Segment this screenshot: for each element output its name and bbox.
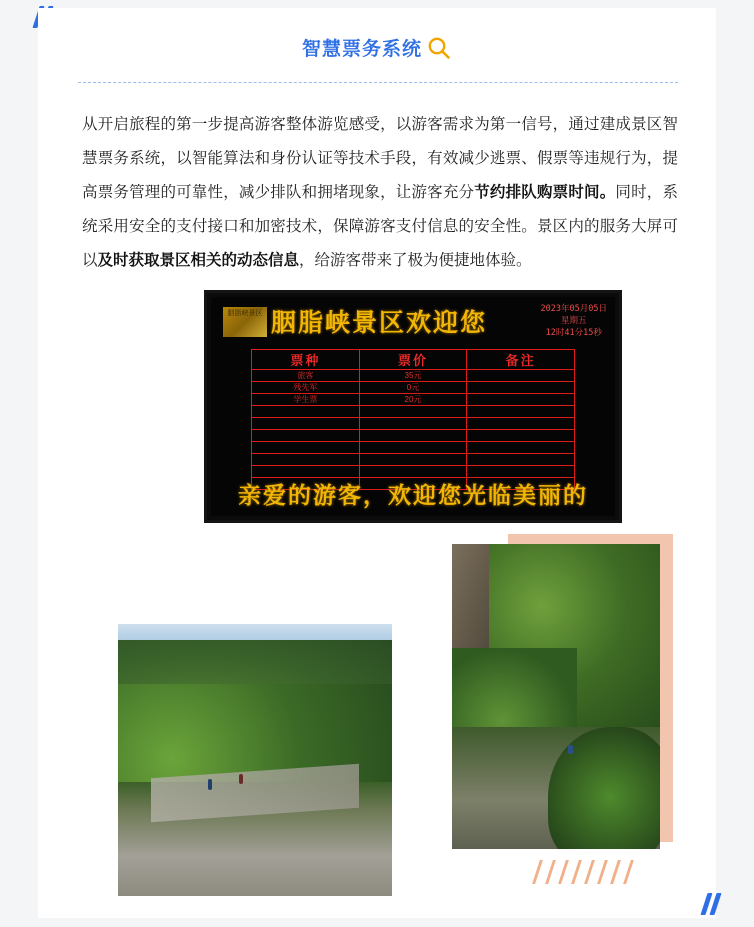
cell-note: [467, 382, 575, 394]
paragraph-part-1: 从开启旅程的第一步提高游客整体游览感受，以游客需求为第一信号，通过建成景区智慧票务系统，以智能算法和身份认证等技术手段，有效减少逃票、假票等违规行为，提高票务管理的可靠性，减少排队和拥堵现象，让游客充分: [82, 116, 678, 201]
content-card: [38, 8, 716, 918]
led-display-photo: [204, 290, 622, 523]
led-date: 2023年05月05日: [540, 304, 607, 314]
led-title: 胭脂峡景区欢迎您: [271, 309, 488, 337]
corner-mark-bottom-right: [704, 893, 730, 919]
table-row: [252, 382, 575, 394]
table-row-empty: [252, 430, 575, 442]
table-row-empty: [252, 442, 575, 454]
photo-right-stream: [452, 544, 660, 849]
led-weekday: 星期五: [561, 316, 587, 326]
table-row-empty: [252, 466, 575, 478]
photo-left-valley: [118, 624, 392, 896]
page-title: 智慧票务系统: [301, 39, 422, 60]
table-row-empty: [252, 418, 575, 430]
led-time: 12时41分15秒: [545, 328, 602, 338]
search-icon[interactable]: [426, 35, 452, 61]
paragraph-bold-2: 及时获取景区相关的动态信息: [97, 252, 300, 269]
cell-price: 0元: [359, 382, 467, 394]
cell-type: 残先军: [252, 382, 360, 394]
table-header-price: 票价: [359, 350, 467, 370]
table-row: [252, 394, 575, 406]
table-row-empty: [252, 406, 575, 418]
table-row-empty: [252, 454, 575, 466]
led-marquee-text: 亲爱的游客，欢迎您光临美丽的: [238, 482, 588, 508]
cell-note: [467, 394, 575, 406]
cell-type: 旅客: [252, 370, 360, 382]
header-divider: [78, 82, 678, 83]
table-header-type: 票种: [252, 350, 360, 370]
body-paragraph: [82, 108, 678, 278]
paragraph-part-3: ，给游客带来了极为便捷地体验。: [299, 252, 532, 269]
table-row: [252, 370, 575, 382]
slash-decoration-group: [536, 860, 640, 886]
cell-price: 20元: [359, 394, 467, 406]
table-body: [252, 370, 575, 490]
table-header-row: [252, 350, 575, 370]
led-logo: 胭脂峡景区: [223, 307, 267, 337]
ticket-price-table: [251, 349, 575, 490]
page-header: [38, 34, 716, 61]
cell-note: [467, 370, 575, 382]
cell-type: 学生票: [252, 394, 360, 406]
paragraph-part-2: 同时，系统采用安全的支付接口和加密技术，保障游客支付信息的安全性。景区内的服务大屏可以: [82, 184, 678, 269]
led-clock: [541, 303, 607, 339]
cell-price: 35元: [359, 370, 467, 382]
paragraph-bold-1: 节约排队购票时间。: [474, 184, 616, 201]
table-header-note: 备注: [467, 350, 575, 370]
